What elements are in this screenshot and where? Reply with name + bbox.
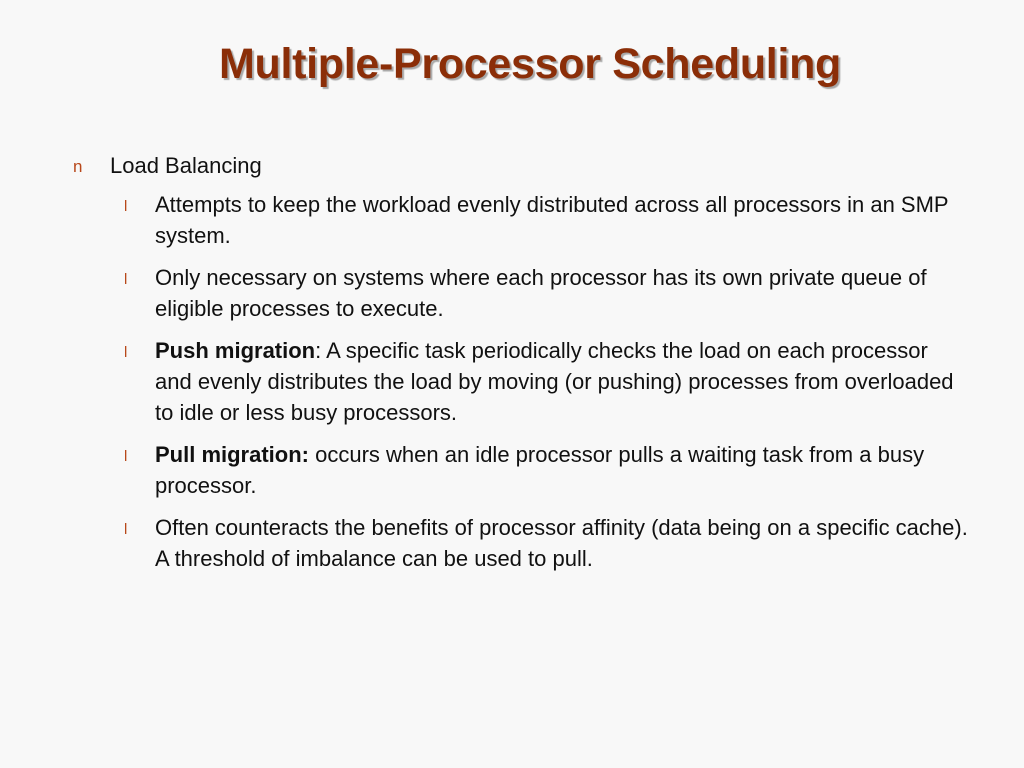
level2-bullet-icon: l bbox=[124, 448, 128, 465]
sub-bullet-item bbox=[124, 262, 970, 324]
sub-bullet-text: Often counteracts the benefits of processor affinity (data being on a specific cache). A threshold of imbalance can be used to pull. bbox=[155, 515, 968, 571]
sub-bullet-list bbox=[70, 189, 970, 574]
slide-title: Multiple-Processor Scheduling bbox=[218, 40, 842, 88]
sub-bullet-bold: Pull migration: bbox=[155, 442, 309, 467]
slide-content bbox=[70, 150, 970, 585]
sub-bullet-item bbox=[124, 189, 970, 251]
sub-bullet-text: Only necessary on systems where each processor has its own private queue of eligible processes to execute. bbox=[155, 265, 927, 321]
bullet-heading: Load Balancing bbox=[110, 153, 262, 178]
sub-bullet-text: : A specific task periodically checks the load on each processor and evenly distributes the load by moving (or pushing) processes from overloaded to idle or less busy processors. bbox=[155, 338, 954, 425]
sub-bullet-bold: Push migration bbox=[155, 338, 316, 363]
level2-bullet-icon: l bbox=[124, 271, 128, 288]
sub-bullet-item bbox=[124, 335, 970, 428]
level2-bullet-icon: l bbox=[124, 344, 128, 361]
level1-bullet-icon: n bbox=[73, 157, 83, 176]
sub-bullet-item bbox=[124, 512, 970, 574]
bullet-load-balancing bbox=[70, 150, 970, 181]
sub-bullet-item bbox=[124, 439, 970, 501]
level2-bullet-icon: l bbox=[124, 521, 128, 538]
sub-bullet-text: occurs when an idle processor pulls a waiting task from a busy processor. bbox=[155, 442, 925, 498]
sub-bullet-text: Attempts to keep the workload evenly distributed across all processors in an SMP system. bbox=[155, 192, 949, 248]
level2-bullet-icon: l bbox=[124, 198, 128, 215]
